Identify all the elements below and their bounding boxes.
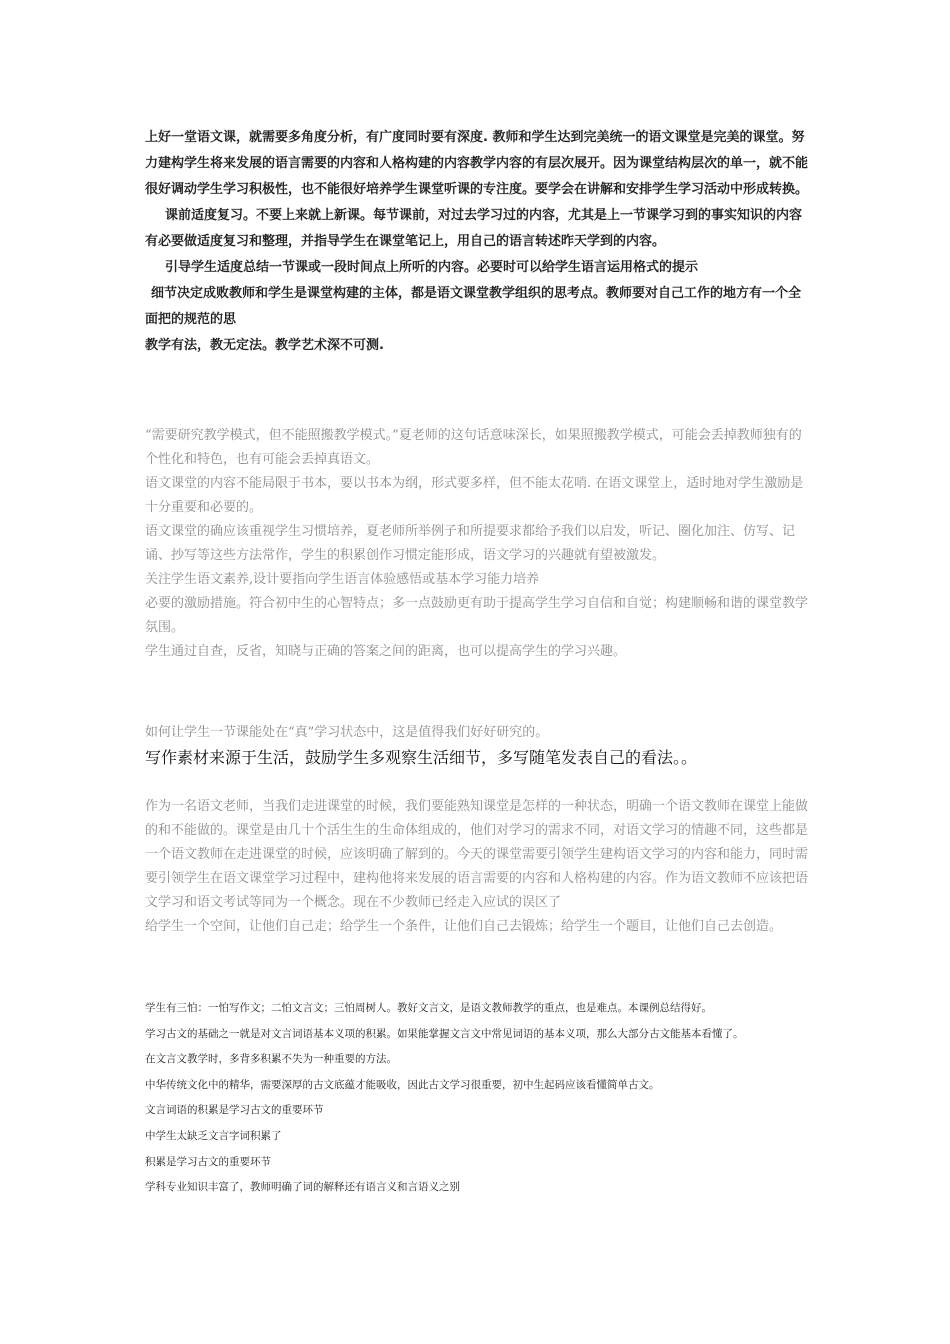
paragraph: “需要研究教学模式，但不能照搬教学模式。”夏老师的这句话意味深长，如果照搬教学模式，可能会丢掉教师独有的个性化和特色，也有可能会丢掉真语文。 <box>145 428 802 467</box>
paragraph: 作为一名语文老师，当我们走进课堂的时候，我们要能熟知课堂是怎样的一种状态，明确一个语文教师在课堂上能做的和不能做的。课堂是由几十个活生生的生命体组成的，他们对学习的需求不同，对语文学习的情趣不同，这些都是一个语文教师在走进课堂的时候，应该明确了解到的。今天的课堂需要引领学生建构语文学习的内容和能力，同时需要引领学生在语文课堂学习过程中，建构他将来发展的语言需要的内容和人格构建的内容。作为语文教师不应该把语文学习和语文考试等同为一个概念。现在不少教师已经走入应试的误区了 <box>145 799 809 910</box>
paragraph: 关注学生语文素养,设计要指向学生语言体验感悟或基本学习能力培养 <box>145 572 540 587</box>
section-classical-chinese <box>145 996 809 1201</box>
list-item: 学习古文的基础之一就是对文言词语基本义项的积累。如果能掌握文言文中常见词语的基本义项，那么大部分古文能基本看懂了。 <box>145 1027 744 1040</box>
list-item: 在文言文教学时，多背多积累不失为一种重要的方法。 <box>145 1053 397 1066</box>
paragraph: 课前适度复习。不要上来就上新课。每节课前，对过去学习过的内容，尤其是上一节课学习到的事实知识的内容有必要做适度复习和整理，并指导学生在课堂笔记上，用自己的语言转述昨天学到的内容。 <box>145 208 803 249</box>
list-item: 学科专业知识丰富了，教师明确了词的解释还有语言义和言语义之别 <box>145 1181 460 1194</box>
paragraph: 语文课堂的确应该重视学生习惯培养，夏老师所举例子和所提要求都给予我们以启发，听记、圈化加注、仿写、记诵、抄写等这些方法常作，学生的积累创作习惯定能形成，语文学习的兴趣就有望被激发。 <box>145 524 796 563</box>
paragraph: 学生通过自查，反省，知晓与正确的答案之间的距离，也可以提高学生的学习兴趣。 <box>145 644 627 659</box>
paragraph: 语文课堂的内容不能局限于书本，要以书本为纲，形式要多样，但不能太花哨. 在语文课堂上，适时地对学生激励是十分重要和必要的。 <box>145 476 804 515</box>
section-reflections <box>145 424 809 664</box>
paragraph: 给学生一个空间，让他们自己走；给学生一个条件，让他们自己去锻炼；给学生一个题目，让他们自己去创造。 <box>145 919 783 934</box>
paragraph-large: 写作素材来源于生活，鼓励学生多观察生活细节，多写随笔发表自己的看法。。 <box>145 748 698 767</box>
paragraph: 细节决定成败教师和学生是课堂构建的主体，都是语文课堂教学组织的思考点。教师要对自己工作的地方有一个全面把的规范的思 <box>145 286 802 327</box>
section-writing <box>145 721 809 771</box>
paragraph: 上好一堂语文课，就需要多角度分析，有广度同时要有深度. 教师和学生达到完美统一的语文课堂是完美的课堂。努力建构学生将来发展的语言需要的内容和人格构建的内容教学内容的有层次展开。因为课堂结构层次的单一，就不能很好调动学生学习积极性，也不能很好培养学生课堂听课的专注度。要学会在讲解和安排学生学习活动中形成转换。 <box>145 130 809 197</box>
paragraph: 如何让学生一节课能处在“真”学习状态中，这是值得我们好好研究的。 <box>145 725 549 740</box>
list-item: 中学生太缺乏文言字词积累了 <box>145 1129 282 1142</box>
list-item: 中华传统文化中的精华，需要深厚的古文底蕴才能吸收，因此古文学习很重要，初中生起码应该看懂简单古文。 <box>145 1078 660 1091</box>
list-item: 文言词语的积累是学习古文的重要环节 <box>145 1104 324 1117</box>
list-item: 积累是学习古文的重要环节 <box>145 1155 271 1168</box>
list-item: 学生有三怕：一怕写作文；二怕文言文；三怕周树人。教好文言文，是语文教师教学的重点，也是难点。本课例总结得好。 <box>145 1002 712 1014</box>
paragraph: 引导学生适度总结一节课或一段时间点上所听的内容。必要时可以给学生语言运用格式的提示 <box>165 260 699 275</box>
paragraph: 必要的激励措施。符合初中生的心智特点；多一点鼓励更有助于提高学生学习自信和自觉；构建顺畅和谐的课堂教学氛围。 <box>145 596 809 635</box>
paragraph: 教学有法，教无定法。教学艺术深不可测. <box>145 338 384 353</box>
section-bold-notes <box>145 125 809 359</box>
section-classroom <box>145 795 809 939</box>
